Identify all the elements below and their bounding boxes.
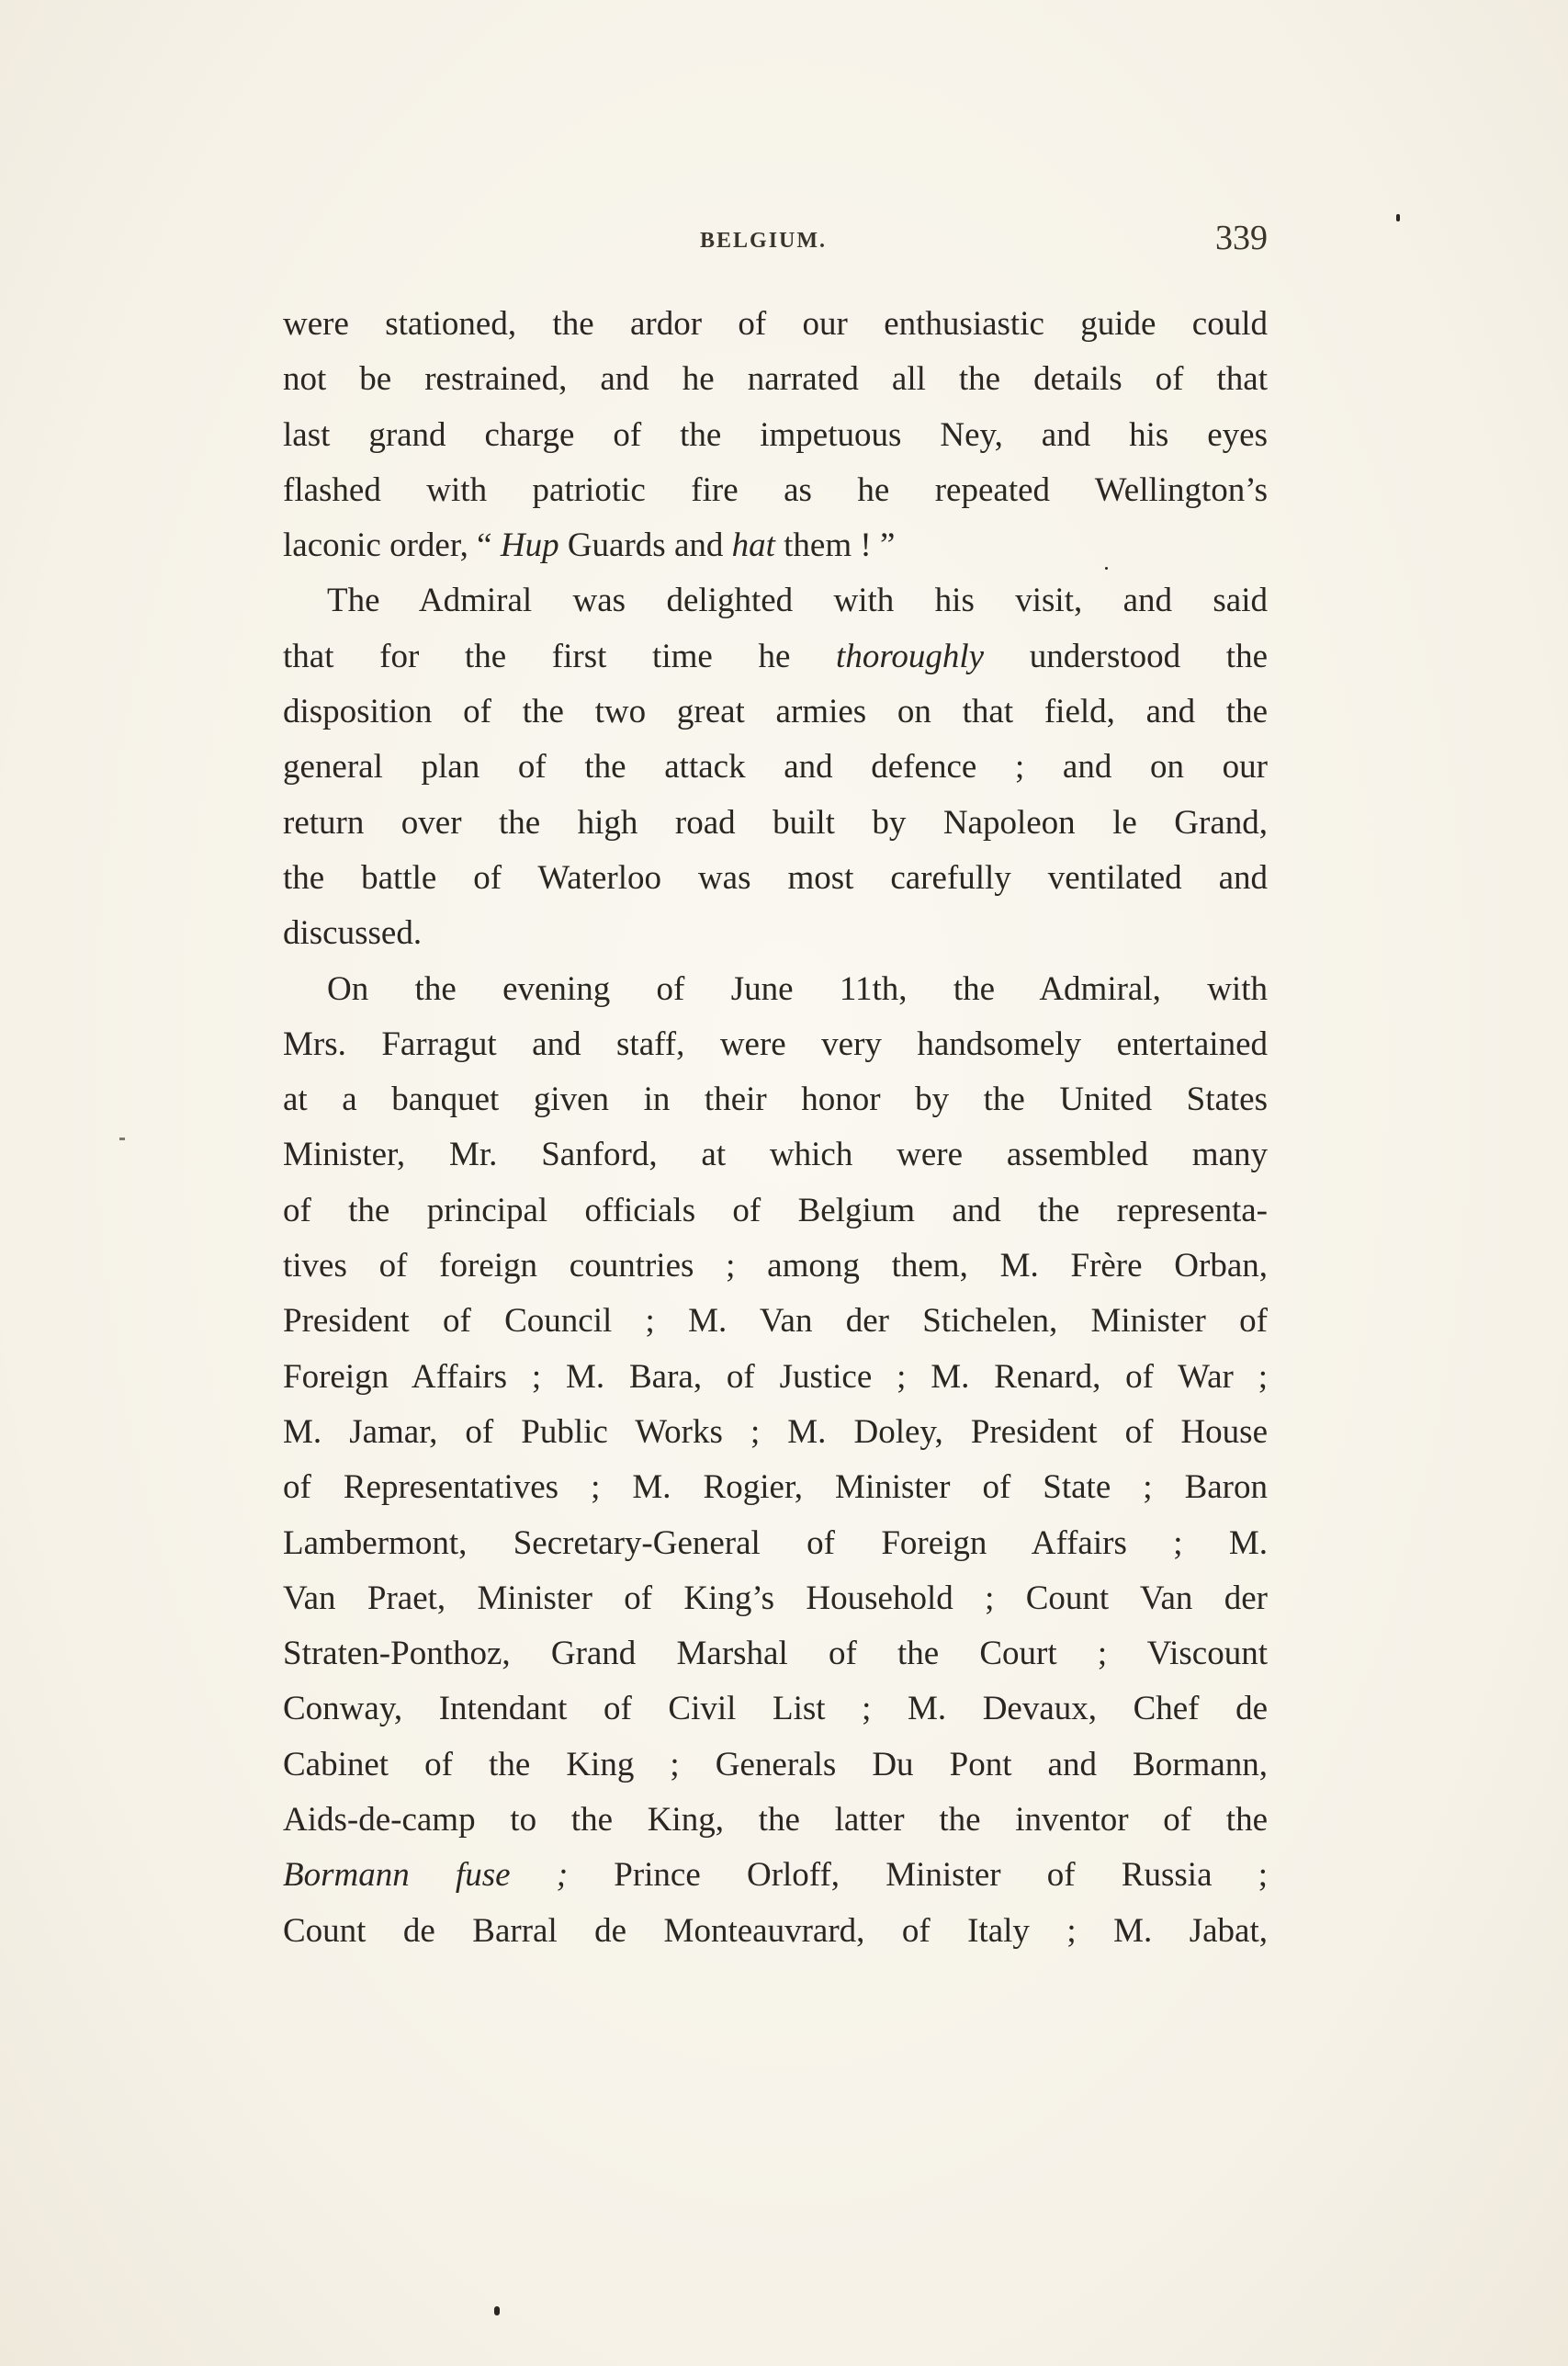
text-line: Bormann fuse ; Prince Orloff, Minister of Russia ; (283, 1856, 1268, 1895)
text-line: laconic order, “ Hup Guards and hat them ! ” (283, 526, 896, 565)
text-line: Minister, Mr. Sanford, at which were assembled many (283, 1136, 1268, 1174)
ink-speck (1396, 214, 1400, 221)
page-number: 339 (1215, 219, 1268, 257)
text-line: at a banquet given in their honor by the United States (283, 1081, 1268, 1119)
text-line: disposition of the two great armies on that field, and the (283, 693, 1268, 731)
text-line: general plan of the attack and defence ; and on our (283, 748, 1268, 787)
text-line: tives of foreign countries ; among them, M. Frère Orban, (283, 1247, 1268, 1285)
italic-word: hat (731, 526, 775, 565)
text-line: last grand charge of the impetuous Ney, and his eyes (283, 415, 1268, 454)
running-title: BELGIUM. (700, 229, 828, 253)
text-line: Straten-Ponthoz, Grand Marshal of the Court ; Viscount (283, 1635, 1268, 1673)
italic-word: Hup (500, 526, 559, 565)
text-line: M. Jamar, of Public Works ; M. Doley, President of House (283, 1412, 1268, 1451)
ink-speck (1105, 567, 1108, 570)
text-line: Mrs. Farragut and staff, were very handsomely entertained (283, 1025, 1268, 1063)
text-line: discussed. (283, 914, 423, 953)
text-line: that for the first time he thoroughly understood the (283, 637, 1268, 675)
text-line: Van Praet, Minister of King’s Household ; Count Van der (283, 1579, 1268, 1617)
text-line: not be restrained, and he narrated all the details of that (283, 360, 1268, 399)
italic-phrase: Bormann fuse ; (283, 1856, 569, 1895)
text-line: the battle of Waterloo was most carefully ventilated and (283, 858, 1268, 897)
text-line: President of Council ; M. Van der Stichelen, Minister of (283, 1302, 1268, 1341)
text-line: Lambermont, Secretary-General of Foreign Affairs ; M. (283, 1523, 1268, 1562)
text-line: Conway, Intendant of Civil List ; M. Devaux, Chef de (283, 1690, 1268, 1728)
text-line: The Admiral was delighted with his visit, and said (327, 582, 1268, 620)
text-line: return over the high road built by Napoleon le Grand, (283, 803, 1268, 842)
text-line: Foreign Affairs ; M. Bara, of Justice ; M. Renard, of War ; (283, 1357, 1268, 1396)
text-line: Cabinet of the King ; Generals Du Pont and Bormann, (283, 1745, 1268, 1783)
text-line: were stationed, the ardor of our enthusiastic guide could (283, 305, 1268, 343)
ink-speck (494, 2306, 500, 2315)
text-line: Aids-de-camp to the King, the latter the inventor of the (283, 1801, 1268, 1840)
ink-speck (119, 1138, 125, 1140)
text-line: of Representatives ; M. Rogier, Minister of State ; Baron (283, 1468, 1268, 1507)
text-line: On the evening of June 11th, the Admiral, with (327, 969, 1268, 1008)
body-text (283, 297, 1268, 1959)
text-line: of the principal officials of Belgium and the representa- (283, 1191, 1268, 1229)
italic-word: thoroughly (836, 637, 985, 675)
text-line: flashed with patriotic fire as he repeated Wellington’s (283, 470, 1268, 509)
text-line: Count de Barral de Monteauvrard, of Italy ; M. Jabat, (283, 1911, 1268, 1950)
running-head (283, 218, 1268, 273)
